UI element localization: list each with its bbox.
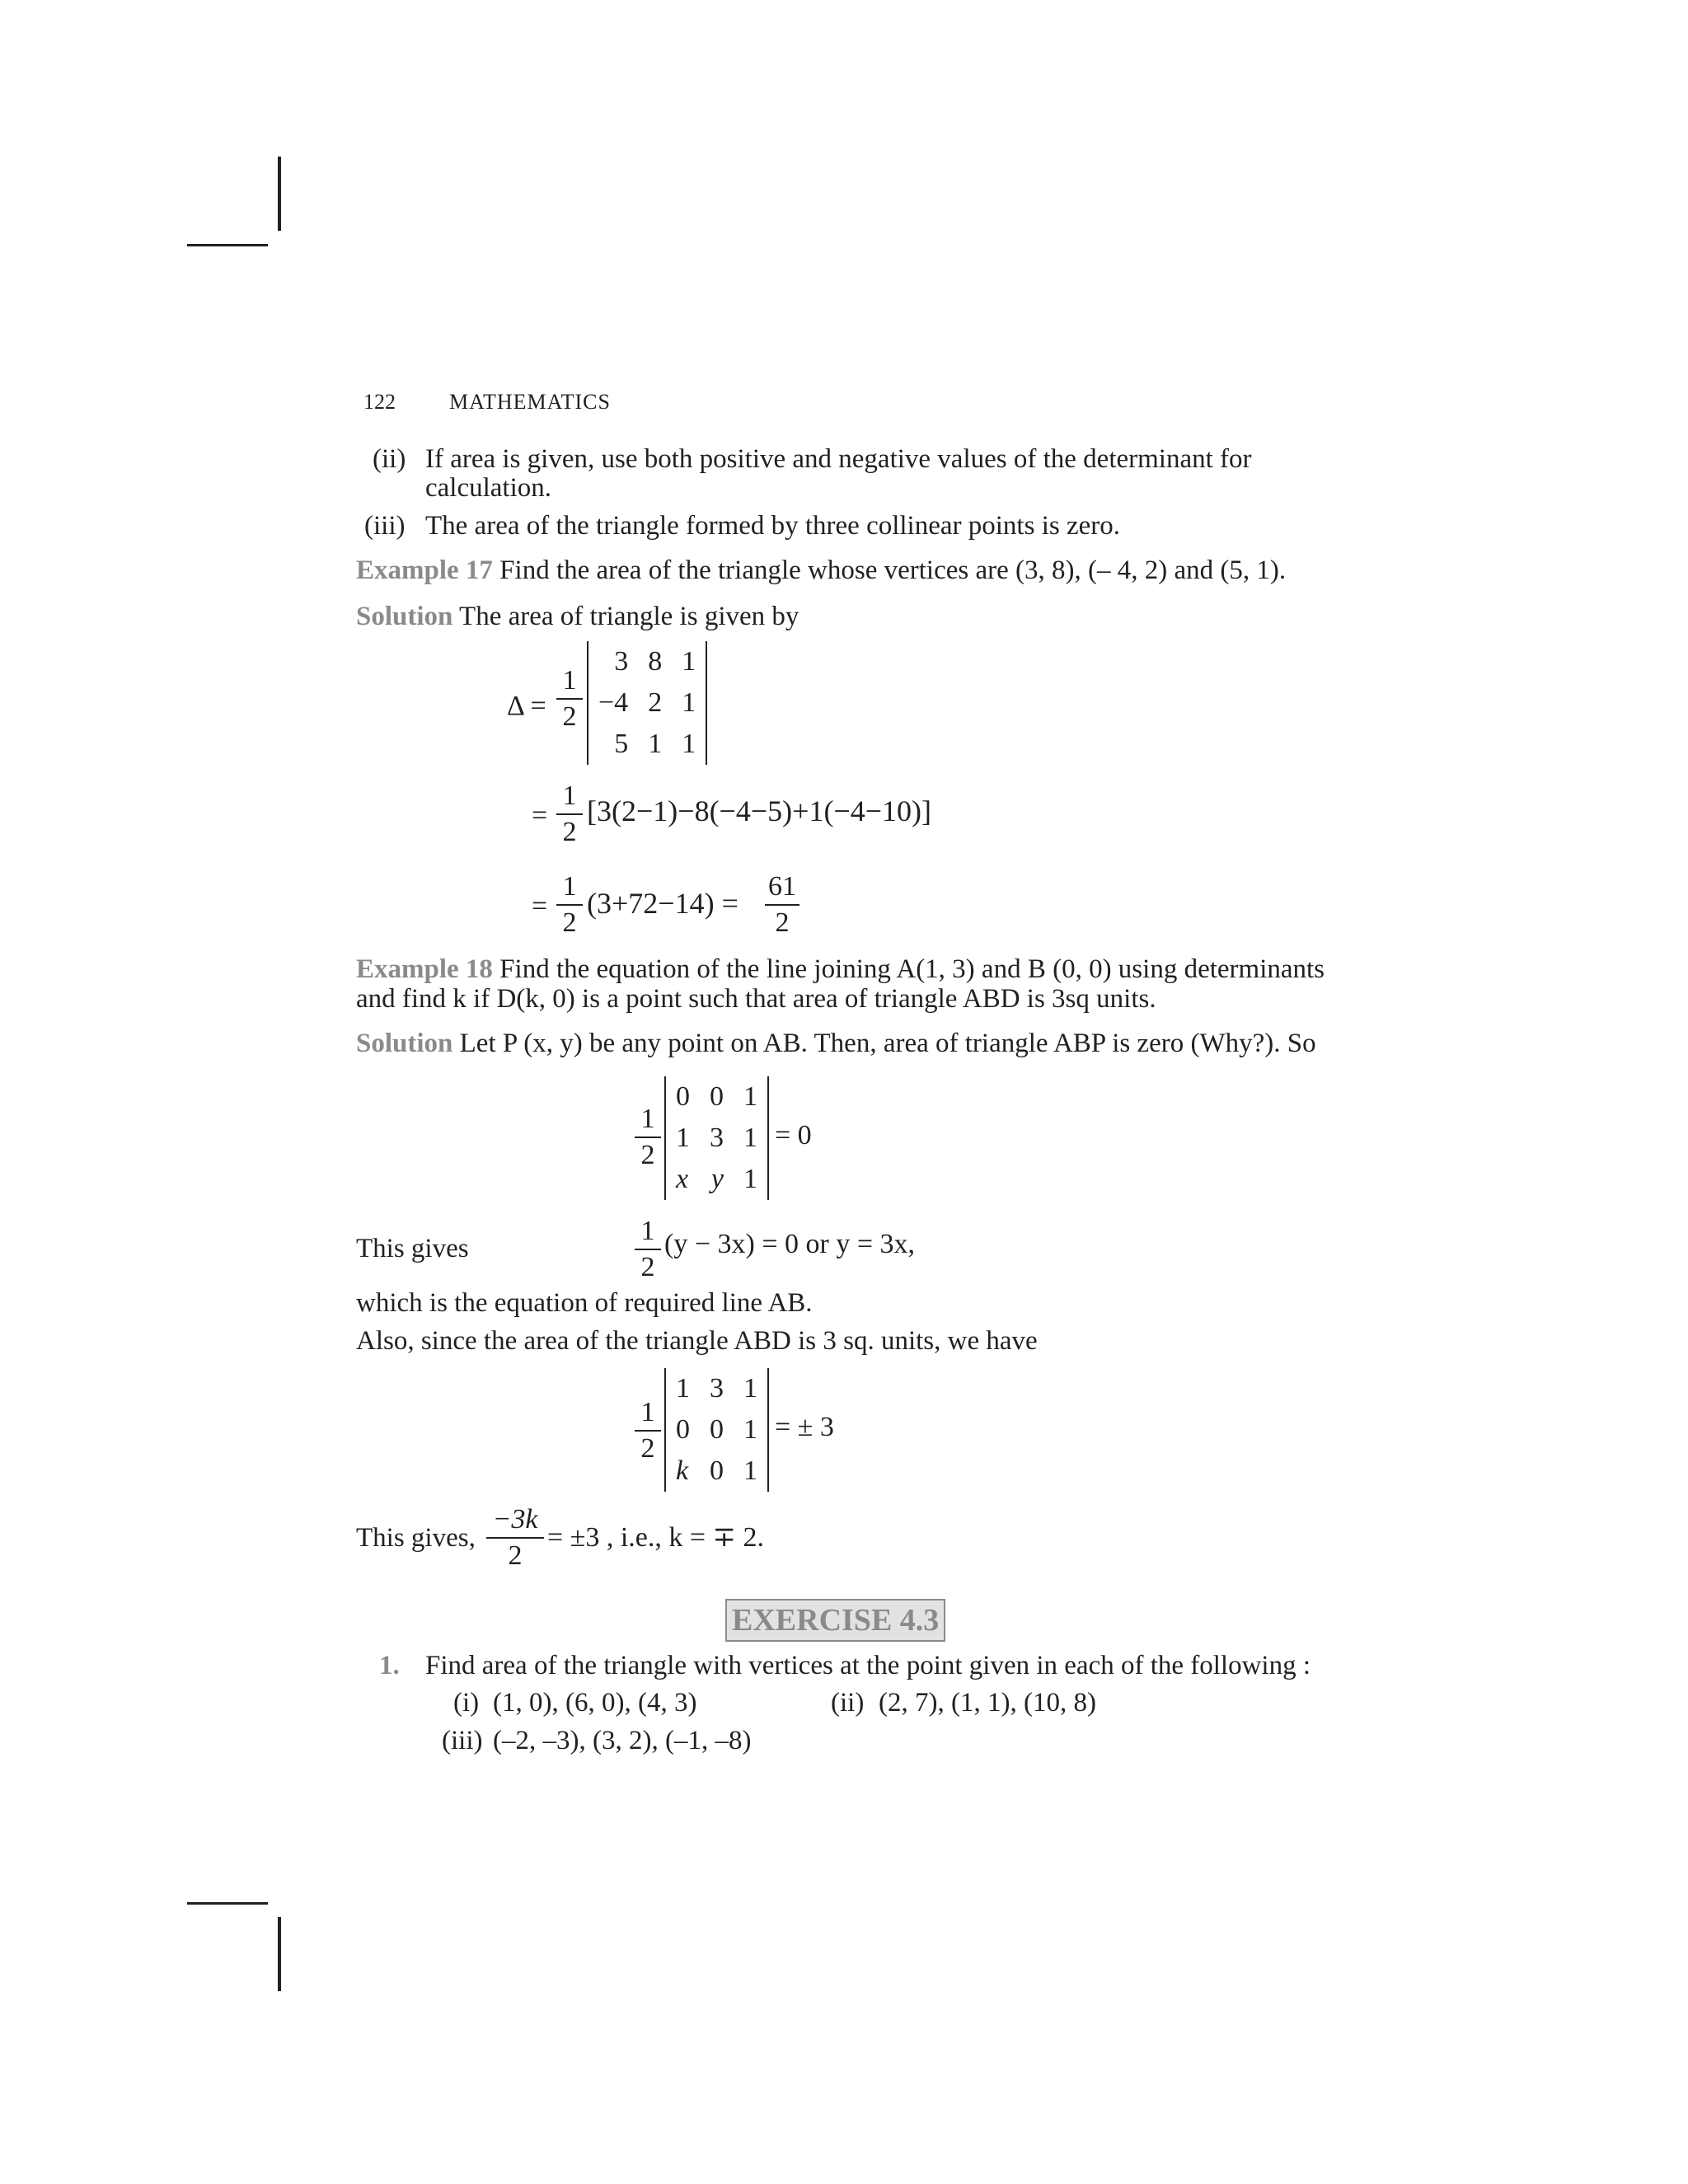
minus-3k-fraction (486, 1505, 544, 1571)
half-den: 2 (562, 701, 577, 732)
matrix-row (666, 1118, 767, 1159)
matrix-cell: 1 (743, 1122, 757, 1153)
half-fraction-step2 (556, 872, 583, 938)
example-18-text: Find the equation of the line joining A(1, 3) and B (0, 0) using determinants (499, 954, 1325, 984)
step2-equals: = (532, 891, 548, 921)
matrix-row (666, 1159, 767, 1200)
matrix-cell: 3 (614, 646, 629, 677)
note-iii-label: (iii) (364, 511, 406, 541)
example-17-label: Example 17 (356, 555, 493, 585)
example-17 (356, 554, 1286, 587)
half-fraction-18a (635, 1104, 661, 1170)
matrix-cell: 1 (743, 1164, 757, 1194)
part-ii-text: (2, 7), (1, 1), (10, 8) (879, 1688, 1096, 1718)
exercise-title: EXERCISE 4.3 (725, 1599, 945, 1642)
matrix-cell: 3 (710, 1373, 724, 1404)
matrix-cell: 1 (743, 1373, 757, 1404)
matrix-cell: 2 (648, 687, 663, 718)
half-num: 1 (562, 871, 577, 902)
matrix-cell: 1 (682, 646, 696, 677)
matrix-cell: k (676, 1455, 689, 1486)
step1-equals: = (532, 800, 548, 831)
this-gives-label: This gives (356, 1234, 469, 1263)
half-den: 2 (562, 817, 577, 847)
matrix-cell: 1 (682, 729, 696, 759)
matrix-cell: 3 (710, 1122, 724, 1153)
matrix-cell: 1 (676, 1122, 690, 1153)
line-ab-text: which is the equation of required line AB. (356, 1288, 813, 1318)
matrix-cell: 0 (710, 1414, 724, 1445)
solution-18-label: Solution (356, 1029, 453, 1058)
matrix-cell: 1 (676, 1373, 690, 1404)
matrix-row (666, 1368, 767, 1409)
part-i-label: (i) (453, 1688, 480, 1718)
running-head: MATHEMATICS (449, 390, 611, 414)
matrix-cell: 1 (682, 687, 696, 718)
also-text: Also, since the area of the triangle ABD is 3 sq. units, we have (356, 1326, 1038, 1356)
step1-expression: [3(2−1)−8(−4−5)+1(−4−10)] (587, 794, 932, 827)
frac2-den: 2 (508, 1540, 523, 1571)
example-18-label: Example 18 (356, 954, 493, 984)
determinant-18b (664, 1368, 769, 1492)
matrix-cell: 1 (648, 729, 663, 759)
step2-expression: (3+72−14) = (587, 887, 738, 920)
solution-17-label: Solution (356, 602, 453, 631)
matrix-cell: 0 (676, 1414, 690, 1445)
solution-17-text: The area of triangle is given by (459, 602, 799, 631)
crop-mark-bottom-vertical (278, 1917, 281, 1991)
solution-18 (356, 1027, 1316, 1060)
fraction-bar (765, 904, 799, 906)
note-iii-text: The area of the triangle formed by three collinear points is zero. (425, 511, 1120, 541)
half-fraction-18b (635, 1216, 661, 1282)
half-den: 2 (640, 1252, 655, 1282)
matrix-cell: 1 (743, 1081, 757, 1112)
note-ii-label: (ii) (373, 444, 406, 474)
delta-symbol: Δ = (507, 691, 546, 721)
solution-17 (356, 600, 799, 633)
half-den: 2 (562, 907, 577, 938)
example-18-line1 (356, 953, 1325, 986)
example-17-text: Find the area of the triangle whose vertices are (3, 8), (– 4, 2) and (5, 1). (499, 555, 1287, 585)
matrix-cell: 0 (710, 1455, 724, 1486)
fraction-bar (556, 813, 583, 815)
half-den: 2 (640, 1140, 655, 1170)
part-iii-text: (–2, –3), (3, 2), (–1, –8) (493, 1726, 752, 1755)
crop-mark-top-vertical (278, 157, 281, 231)
fraction-bar (486, 1537, 544, 1539)
matrix-cell: 0 (676, 1081, 690, 1112)
fraction-bar (635, 1137, 661, 1138)
part-iii-label: (iii) (442, 1726, 483, 1755)
determinant-18a (664, 1076, 769, 1200)
note-ii-text: If area is given, use both positive and negative values of the determinant for (425, 444, 1252, 474)
this-gives-2-label: This gives, (356, 1523, 476, 1553)
half-num: 1 (562, 665, 577, 696)
matrix-row (666, 1451, 767, 1492)
fraction-bar (635, 1249, 661, 1250)
gives-expression: (y − 3x) = 0 or y = 3x, (664, 1229, 915, 1259)
part-ii-label: (ii) (831, 1688, 865, 1718)
matrix-cell: 0 (710, 1081, 724, 1112)
fraction-bar (556, 904, 583, 906)
solution-18-text: Let P (x, y) be any point on AB. Then, area of triangle ABP is zero (Why?). So (459, 1029, 1316, 1058)
example-18-line2: and find k if D(k, 0) is a point such that area of triangle ABD is 3sq units. (356, 984, 1156, 1014)
matrix-cell: y (710, 1164, 724, 1194)
crop-mark-top-horizontal (187, 244, 268, 246)
note-ii-cont: calculation. (425, 473, 552, 503)
matrix-cell: 1 (743, 1455, 757, 1486)
half-den: 2 (640, 1433, 655, 1464)
half-fraction-17 (556, 666, 583, 732)
matrix-cell: 1 (743, 1414, 757, 1445)
fraction-bar (635, 1430, 661, 1432)
matrix-cell: 8 (648, 646, 663, 677)
matrix-row (588, 641, 706, 682)
matrix-row (588, 724, 706, 765)
part-i-text: (1, 0), (6, 0), (4, 3) (493, 1688, 697, 1718)
half-num: 1 (640, 1397, 655, 1427)
matrix-cell: −4 (598, 687, 629, 718)
half-fraction-18c (635, 1398, 661, 1464)
frac2-num: −3k (492, 1504, 538, 1535)
result-num: 61 (768, 871, 796, 902)
half-fraction-step1 (556, 781, 583, 847)
crop-mark-bottom-horizontal (187, 1902, 268, 1905)
eq1-rhs: = 0 (775, 1120, 812, 1151)
question-1-text: Find area of the triangle with vertices at the point given in each of the following : (425, 1651, 1311, 1680)
final-expression: = ±3 , i.e., k = ∓ 2. (547, 1522, 765, 1553)
determinant-17 (587, 641, 707, 765)
half-num: 1 (640, 1104, 655, 1134)
question-1-number: 1. (379, 1651, 400, 1680)
matrix-cell: 5 (614, 729, 629, 759)
result-den: 2 (775, 907, 790, 938)
matrix-row (666, 1076, 767, 1118)
half-num: 1 (562, 780, 577, 811)
matrix-row (588, 682, 706, 724)
half-num: 1 (640, 1216, 655, 1246)
eq2-rhs: = ± 3 (775, 1412, 834, 1442)
page-number: 122 (363, 390, 396, 414)
matrix-row (666, 1409, 767, 1451)
fraction-bar (556, 698, 583, 700)
matrix-cell: x (676, 1164, 689, 1194)
result-fraction (765, 872, 799, 938)
